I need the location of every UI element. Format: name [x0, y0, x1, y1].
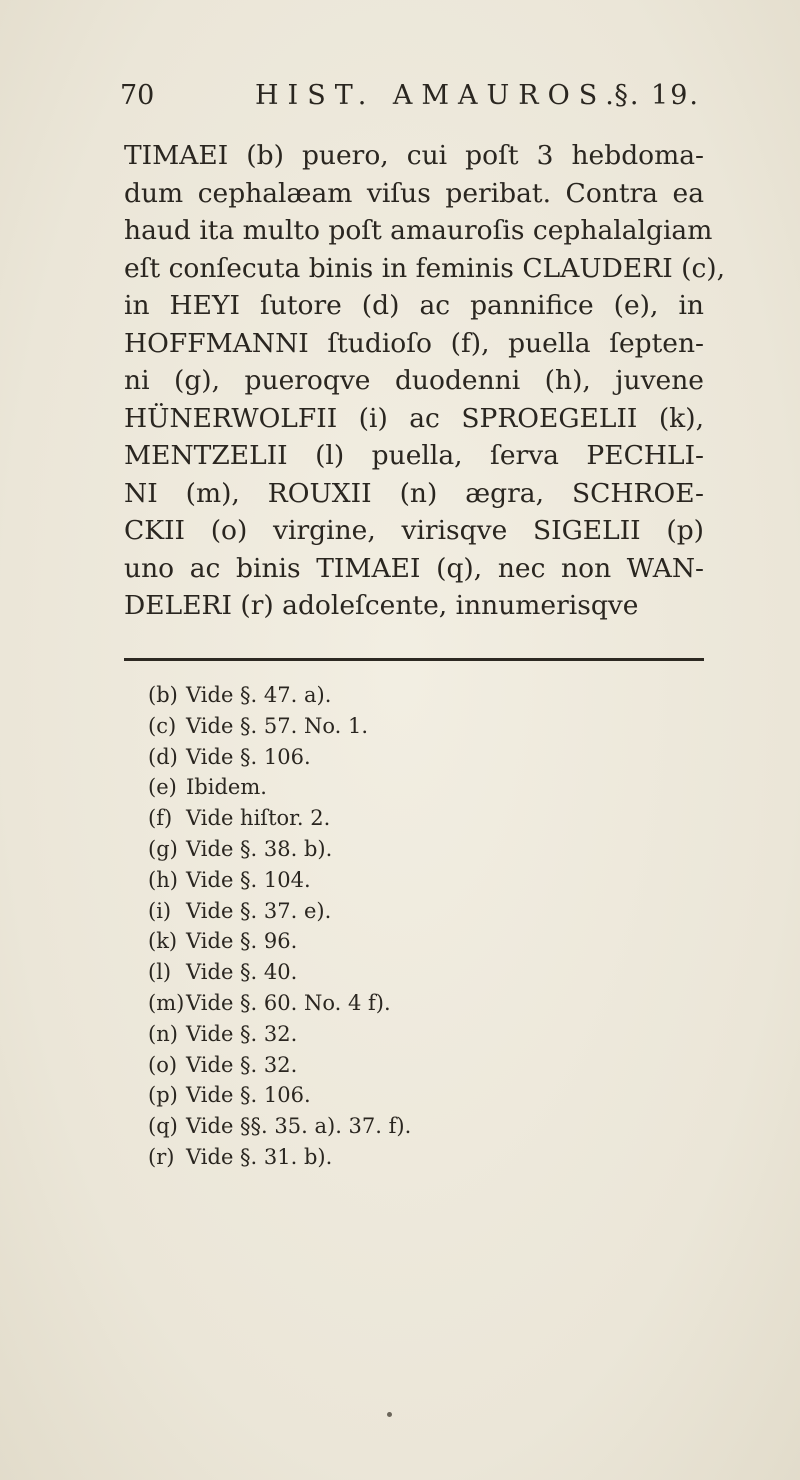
ink-speck	[387, 1412, 392, 1417]
text-line: TIMAEI (b) puero, cui poſt 3 hebdoma-	[124, 140, 704, 171]
footnote	[148, 680, 668, 711]
footnote-mark: (f)	[148, 806, 173, 831]
footnote	[148, 834, 668, 865]
text-line: DELERI (r) adoleſcente, innumerisqve	[124, 590, 639, 621]
footnote-text: Vide §. 106.	[186, 744, 311, 769]
footnotes	[148, 680, 668, 1173]
footnote	[148, 1111, 668, 1142]
footnote-text: Vide §. 104.	[186, 867, 311, 892]
footnote	[148, 803, 668, 834]
footnote-mark: (q)	[148, 1114, 178, 1139]
footnote	[148, 772, 668, 803]
footnote-text: Vide §. 47. a).	[186, 683, 332, 707]
footnote	[148, 1050, 668, 1081]
main-text	[124, 137, 726, 625]
footnote	[148, 1019, 668, 1050]
footnote-mark: (e)	[148, 775, 177, 800]
text-line: ni (g), pueroqve duodenni (h), juvene	[124, 365, 704, 396]
footnote	[148, 957, 668, 988]
footnote-mark: (k)	[148, 929, 178, 954]
text-line: eſt conſecuta binis in feminis CLAUDERI (c),	[124, 252, 726, 284]
footnote	[148, 1080, 668, 1111]
text-line: NI (m), ROUXII (n) ægra, SCHROE-	[124, 477, 704, 509]
footnote	[148, 865, 668, 896]
footnote-text: Vide §. 96.	[186, 929, 298, 954]
footnote-mark: (p)	[148, 1083, 178, 1108]
footnote	[148, 711, 668, 742]
footnote-mark: (i)	[148, 898, 172, 923]
footnote-mark: (r)	[148, 1144, 175, 1169]
footnote-text: Vide §. 40.	[186, 960, 298, 985]
footnote-text: Vide hiſtor. 2.	[186, 806, 331, 831]
footnote-text: Vide §. 32.	[186, 1021, 298, 1046]
text-line: haud ita multo poſt amauroſis cephalalgiam	[124, 215, 713, 246]
running-header	[120, 80, 700, 120]
footnote-mark: (h)	[148, 867, 178, 892]
footnote-text: Vide §. 32.	[186, 1052, 298, 1077]
section-number: §. 19.	[614, 80, 700, 111]
footnote	[148, 926, 668, 957]
footnote	[148, 988, 668, 1019]
footnote-mark: (o)	[148, 1052, 178, 1077]
footnote	[148, 1142, 668, 1173]
footnote-mark: (n)	[148, 1021, 178, 1046]
text-line: MENTZELII (l) puella, ſerva PECHLI-	[124, 440, 704, 471]
footnote-text: Vide §. 37. e).	[186, 898, 332, 923]
text-line: uno ac binis TIMAEI (q), nec non WAN-	[124, 552, 704, 584]
footnote-text: Vide §. 38. b).	[186, 836, 333, 861]
footnote-text: Vide §. 57. No. 1.	[186, 713, 369, 738]
footnote-mark: (m)	[148, 990, 185, 1015]
footnote-text: Vide §. 31. b).	[186, 1144, 333, 1169]
footnote-mark: (d)	[148, 744, 178, 769]
footnote-text: Vide §. 60. No. 4 f).	[186, 990, 391, 1015]
footnote-mark: (b)	[148, 683, 178, 707]
footnote-mark: (c)	[148, 713, 177, 738]
page-number: 70	[120, 80, 155, 111]
text-line: HOFFMANNI ſtudioſo (f), puella ſepten-	[124, 327, 704, 359]
text-line: dum cephalæam viſus peribat. Contra ea	[124, 177, 704, 209]
footnote-divider	[124, 658, 704, 661]
footnote-mark: (g)	[148, 836, 178, 861]
footnote-text: Vide §. 106.	[186, 1083, 311, 1108]
text-line: in HEYI ſutore (d) ac pannifice (e), in	[124, 290, 704, 321]
text-line: HÜNERWOLFII (i) ac SPROEGELII (k),	[124, 402, 704, 434]
running-title: HIST. AMAUROS.	[255, 80, 623, 111]
footnote	[148, 896, 668, 927]
footnote-text: Vide §§. 35. a). 37. f).	[186, 1114, 412, 1139]
footnote-text: Ibidem.	[186, 775, 267, 800]
text-line: CKII (o) virgine, virisqve SIGELII (p)	[124, 515, 704, 546]
footnote-mark: (l)	[148, 960, 172, 985]
footnote	[148, 742, 668, 773]
